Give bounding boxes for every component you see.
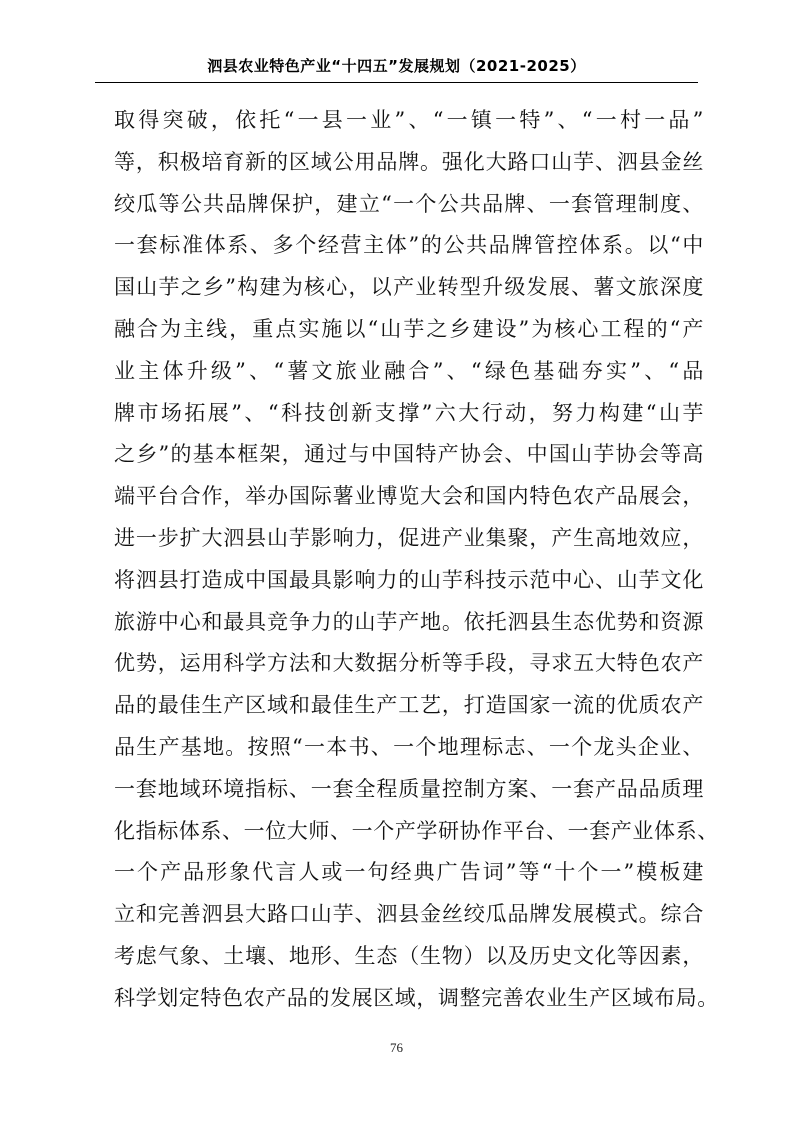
text-line: 业主体升级”、“薯文旅业融合”、“绿色基础夯实”、“品 [114,358,704,383]
body-text [114,100,719,1020]
text-line: 融合为主线，重点实施以“山芋之乡建设”为核心工程的“产 [114,316,704,341]
text-line: 端平台合作，举办国际薯业博览大会和国内特色农产品展会， [114,484,704,509]
text-line: 考虑气象、土壤、地形、生态（生物）以及历史文化等因素， [114,943,704,968]
text-line: 品的最佳生产区域和最佳生产工艺，打造国家一流的优质农产 [114,693,704,718]
text-line: 优势，运用科学方法和大数据分析等手段，寻求五大特色农产 [114,651,704,676]
text-line: 进一步扩大泗县山芋影响力，促进产业集聚，产生高地效应， [114,525,704,550]
text-line: 一个产品形象代言人或一句经典广告词”等“十个一”模板建 [114,860,704,885]
text-line: 化指标体系、一位大师、一个产学研协作平台、一套产业体系、 [114,818,719,843]
text-line: 等，积极培育新的区域公用品牌。强化大路口山芋、泗县金丝 [114,149,704,174]
text-line: 绞瓜等公共品牌保护，建立“一个公共品牌、一套管理制度、 [114,191,704,216]
text-line: 牌市场拓展”、“科技创新支撑”六大行动，努力构建“山芋 [114,400,704,425]
text-line: 立和完善泗县大路口山芋、泗县金丝绞瓜品牌发展模式。综合 [114,902,704,927]
text-line: 之乡”的基本框架，通过与中国特产协会、中国山芋协会等高 [114,442,704,467]
text-line: 国山芋之乡”构建为核心，以产业转型升级发展、薯文旅深度 [114,275,704,300]
text-line: 将泗县打造成中国最具影响力的山芋科技示范中心、山芋文化 [114,567,704,592]
text-line: 一套标准体系、多个经营主体”的公共品牌管控体系。以“中 [114,233,704,258]
text-line: 一套地域环境指标、一套全程质量控制方案、一套产品品质理 [114,776,704,801]
page-header [95,52,698,83]
text-line: 旅游中心和最具竞争力的山芋产地。依托泗县生态优势和资源 [114,609,704,634]
text-line: 品生产基地。按照“一本书、一个地理标志、一个龙头企业、 [114,734,704,759]
page-number: 76 [390,1040,403,1055]
text-line: 取得突破，依托“一县一业”、“一镇一特”、“一村一品” [114,108,704,132]
header-title: 泗县农业特色产业“十四五”发展规划（2021-2025） [207,57,586,75]
text-line: 科学划定特色农产品的发展区域，调整完善农业生产区域布局。 [114,985,719,1010]
